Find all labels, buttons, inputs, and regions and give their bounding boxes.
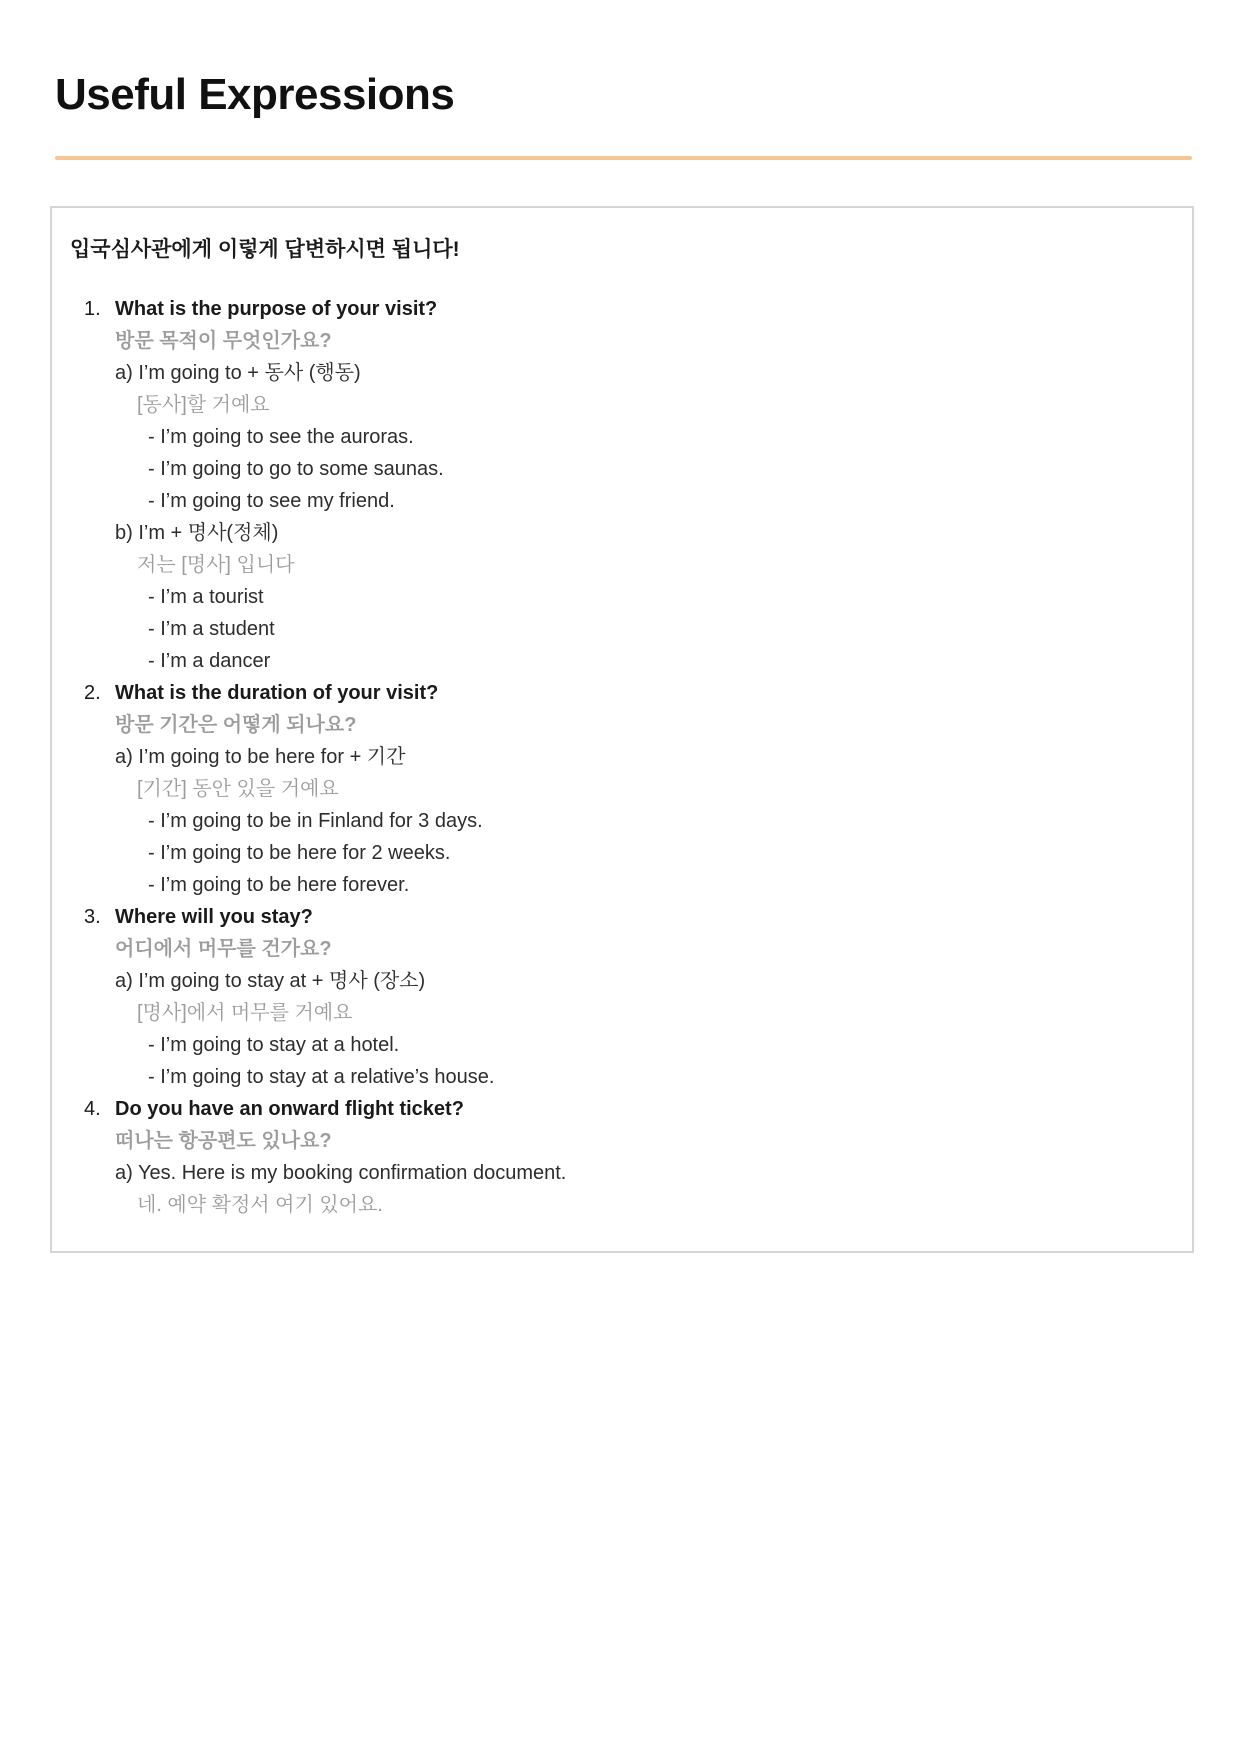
answer-lines bbox=[115, 357, 1172, 677]
question-item bbox=[70, 901, 1172, 1093]
example-line: - I’m going to stay at a relative’s house. bbox=[148, 1066, 495, 1089]
accent-divider bbox=[55, 156, 1192, 160]
page-title: Useful Expressions bbox=[55, 70, 455, 119]
example-line: - I’m going to be here forever. bbox=[148, 874, 410, 897]
box-heading: 입국심사관에게 이렇게 답변하시면 됩니다! bbox=[70, 238, 460, 262]
korean-gloss-line: 저는 [명사] 입니다 bbox=[137, 554, 295, 577]
question-number: 1. bbox=[84, 298, 101, 321]
example-line: - I’m going to see my friend. bbox=[148, 490, 395, 513]
example-line: - I’m going to stay at a hotel. bbox=[148, 1034, 400, 1057]
example-line: - I’m a tourist bbox=[148, 586, 264, 609]
example-line: - I’m going to see the auroras. bbox=[148, 426, 414, 449]
answer-lines bbox=[115, 1157, 1172, 1221]
answer-lines bbox=[115, 741, 1172, 901]
korean-gloss-line: [명사]에서 머무를 거예요 bbox=[137, 1002, 353, 1025]
pattern-line: b) I’m + 명사(정체) bbox=[115, 522, 279, 545]
expressions-box bbox=[50, 206, 1194, 1253]
question-korean: 떠나는 항공편도 있나요? bbox=[115, 1130, 332, 1153]
page-header bbox=[0, 0, 1241, 160]
pattern-line: a) I’m going to be here for + 기간 bbox=[115, 746, 406, 769]
question-text: Do you have an onward flight ticket? bbox=[115, 1098, 464, 1121]
pattern-line: a) I’m going to stay at + 명사 (장소) bbox=[115, 970, 426, 993]
example-line: - I’m a student bbox=[148, 618, 275, 641]
question-korean: 방문 기간은 어떻게 되나요? bbox=[115, 714, 357, 737]
question-text: Where will you stay? bbox=[115, 906, 313, 929]
example-line: - I’m going to go to some saunas. bbox=[148, 458, 444, 481]
example-line: - I’m a dancer bbox=[148, 650, 271, 673]
example-line: - I’m going to be here for 2 weeks. bbox=[148, 842, 451, 865]
question-list bbox=[70, 293, 1172, 1221]
answer-lines bbox=[115, 965, 1172, 1093]
question-text: What is the purpose of your visit? bbox=[115, 298, 438, 321]
example-line: - I’m going to be in Finland for 3 days. bbox=[148, 810, 483, 833]
question-item bbox=[70, 293, 1172, 677]
question-text: What is the duration of your visit? bbox=[115, 682, 439, 705]
question-number: 2. bbox=[84, 682, 101, 705]
question-item bbox=[70, 677, 1172, 901]
question-korean: 어디에서 머무를 건가요? bbox=[115, 938, 332, 961]
korean-gloss-line: [동사]할 거예요 bbox=[137, 394, 270, 417]
pattern-line: a) I’m going to + 동사 (행동) bbox=[115, 362, 361, 385]
korean-gloss-line: 네. 예약 확정서 여기 있어요. bbox=[137, 1194, 383, 1217]
question-korean: 방문 목적이 무엇인가요? bbox=[115, 330, 332, 353]
question-number: 4. bbox=[84, 1098, 101, 1121]
korean-gloss-line: [기간] 동안 있을 거예요 bbox=[137, 778, 339, 801]
pattern-line: a) Yes. Here is my booking confirmation document. bbox=[115, 1162, 567, 1185]
question-item bbox=[70, 1093, 1172, 1221]
question-number: 3. bbox=[84, 906, 101, 929]
